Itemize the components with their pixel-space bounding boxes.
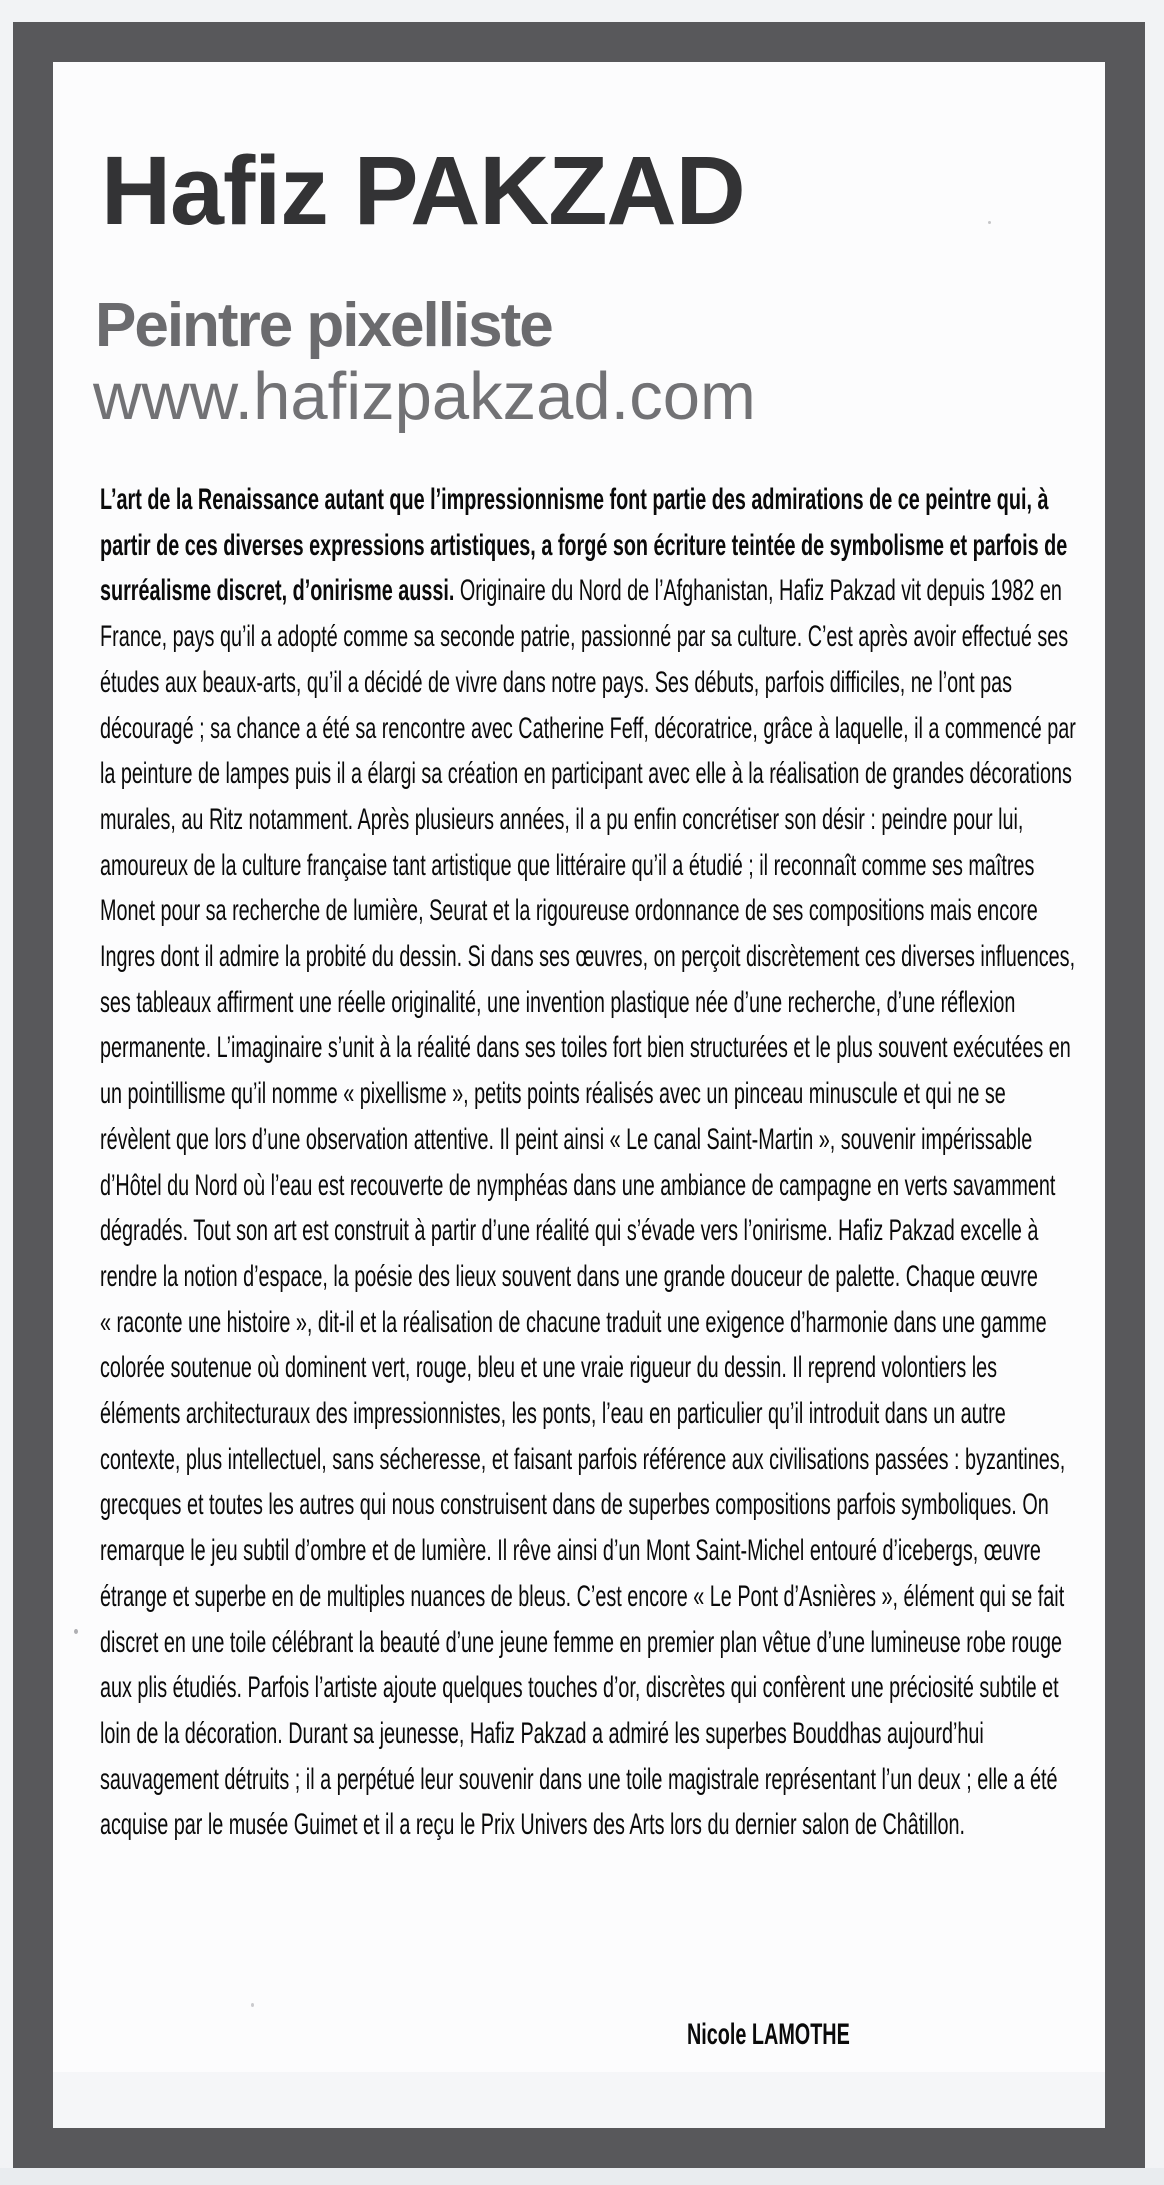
scan-shadow-band xyxy=(53,2072,1105,2128)
scan-edge-strip xyxy=(0,2168,1164,2185)
page-frame xyxy=(13,22,1145,2168)
scan-speck xyxy=(74,1629,78,1634)
scan-speck xyxy=(251,2003,254,2007)
author-signature: Nicole LAMOTHE xyxy=(687,2018,850,2051)
biography-lead-bold: L’art de la Renaissance autant que l’impressionnisme font partie des admirations de ce peintre qui, à partir de ces diverses expressions artistiques, a forgé son écriture teintée de symbolisme et parfois de surréalisme discret, d’onirisme aussi. xyxy=(100,483,1068,608)
website-url: www.hafizpakzad.com xyxy=(93,359,756,434)
paper xyxy=(53,62,1105,2128)
page-title: Hafiz PAKZAD xyxy=(101,136,745,245)
scan-speck xyxy=(988,221,991,224)
biography-paragraph xyxy=(100,477,1077,1848)
biography-body: Originaire du Nord de l’Afghanistan, Hafiz Pakzad vit depuis 1982 en France, pays qu’il a adopté comme sa seconde patrie, passionné par sa culture. C’est après avoir effectué ses études aux beaux-arts, qu’il a décidé de vivre dans notre pays. Ses débuts, parfois difficiles, ne l’ont pas découragé ; sa chance a été sa rencontre avec Catherine Feff, décoratrice, grâce à laquelle, il a commencé par la peinture de lampes puis il a élargi sa création en participant avec elle à la réalisation de grandes décorations murales, au Ritz notamment. Après plusieurs années, il a pu enfin concrétiser son désir : peindre pour lui, amoureux de la culture française tant artistique que littéraire qu’il a étudié ; il reconnaît comme ses maîtres Monet pour sa recherche de lumière, Seurat et la rigoureuse ordonnance de ses compositions mais encore Ingres dont il admire la probité du dessin. Si dans ses œuvres, on perçoit discrètement ces diverses influences, ses tableaux affirment une réelle originalité, une invention plastique née d’une recherche, d’une réflexion permanente. L’imaginaire s’unit à la réalité dans ses toiles fort bien structurées et le plus souvent exécutées en un pointillisme qu’il nomme « pixellisme », petits points réalisés avec un pinceau minuscule et qui ne se révèlent que lors d’une observation attentive. Il peint ainsi « Le canal Saint-Martin », souvenir impérissable d’Hôtel du Nord où l’eau est recouverte de nymphéas dans une ambiance de campagne en verts savamment dégradés. Tout son art est construit à partir d’une réalité qui s’évade vers l’onirisme. Hafiz Pakzad excelle à rendre la notion d’espace, la poésie des lieux souvent dans une grande douceur de palette. Chaque œuvre « raconte une histoire », dit-il et la réalisation de chacune traduit une exigence d’harmonie dans une gamme colorée soutenue où dominent vert, rouge, bleu et une vraie rigueur du dessin. Il reprend volontiers les éléments architecturaux des impressionnistes, les ponts, l’eau en particulier qu’il introduit dans un autre contexte, plus intellectuel, sans sécheresse, et faisant parfois référence aux civilisations passées : byzantines, grecques et toutes les autres qui nous construisent dans de superbes compositions parfois symboliques. On remarque le jeu subtil d’ombre et de lumière. Il rêve ainsi d’un Mont Saint-Michel entouré d’icebergs, œuvre étrange et superbe en de multiples nuances de bleus. C’est encore « Le Pont d’Asnières », élément qui se fait discret en une toile célébrant la beauté d’une jeune femme en premier plan vêtue d’une lumineuse robe rouge aux plis étudiés. Parfois l’artiste ajoute quelques touches d’or, discrètes qui confèrent une préciosité subtile et loin de la décoration. Durant sa jeunesse, Hafiz Pakzad a admiré les superbes Bouddhas aujourd’hui sauvagement détruits ; il a perpétué leur souvenir dans une toile magistrale représentant l’un deux ; elle a été acquise par le musée Guimet et il a reçu le Prix Univers des Arts lors du dernier salon de Châtillon. xyxy=(100,574,1076,1842)
page-subtitle: Peintre pixelliste xyxy=(95,291,552,360)
